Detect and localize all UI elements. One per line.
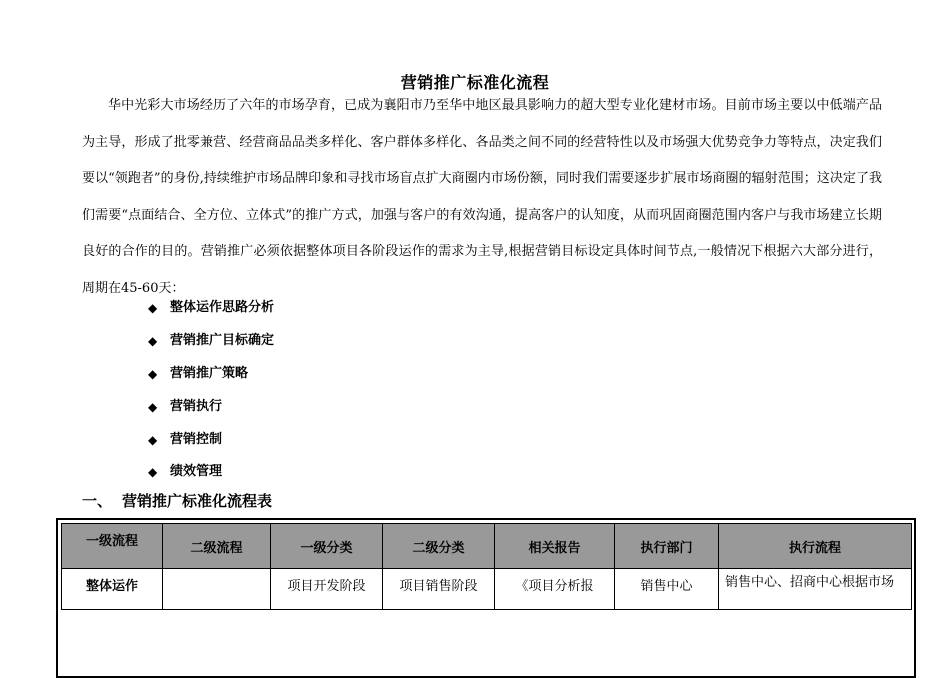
diamond-bullet-icon: ◆: [148, 399, 158, 414]
diamond-bullet-icon: ◆: [148, 366, 158, 381]
column-header: 二级流程: [163, 524, 271, 569]
list-item: ◆ 营销推广目标确定: [148, 325, 274, 358]
table-row: [62, 569, 912, 610]
table-cell: 销售中心、招商中心根据市场: [719, 569, 912, 610]
diamond-bullet-icon: ◆: [148, 334, 158, 349]
phase-list: [148, 292, 274, 489]
table-cell: 销售中心: [615, 569, 719, 610]
process-table: [61, 523, 912, 610]
document-title: 营销推广标准化流程: [400, 73, 550, 92]
column-header: 二级分类: [383, 524, 495, 569]
section-number: 一、: [82, 492, 113, 510]
intro-paragraph: 华中光彩大市场经历了六年的市场孕育，已成为襄阳市乃至华中地区最具影响力的超大型专业化建材市场。目前市场主要以中低端产品为主导，形成了批零兼营、经营商品品类多样化、客户群体多样化、各品类之间不同的经营特性以及市场强大优势竞争力等特点，决定我们要以“领跑者”的身份,持续维护市场品牌印象和寻找市场盲点扩大商圈内市场份额，同时我们需要逐步扩展市场商圈的辐射范围；这决定了我们需要“点面结合、全方位、立体式”的推广方式，加强与客户的有效沟通，提高客户的认知度，从而巩固商圈范围内客户与我市场建立长期良好的合作的目的。营销推广必须依据整体项目各阶段运作的需求为主导,根据营销目标设定具体时间节点,一般情况下根据六大部分进行，周期在45-60天：: [82, 98, 882, 296]
table-cell: 《项目分析报: [495, 569, 615, 610]
column-header: 执行部门: [615, 524, 719, 569]
section-title: 营销推广标准化流程表: [122, 492, 273, 510]
list-item: ◆ 营销推广策略: [148, 358, 274, 391]
diamond-bullet-icon: ◆: [148, 301, 158, 316]
list-item: ◆ 营销执行: [148, 390, 274, 423]
table-cell: 项目开发阶段: [271, 569, 383, 610]
table-cell: [163, 569, 271, 610]
list-item: ◆ 营销控制: [148, 423, 274, 456]
list-item: ◆ 整体运作思路分析: [148, 292, 274, 325]
column-header: 执行流程: [719, 524, 912, 569]
diamond-bullet-icon: ◆: [148, 465, 158, 480]
column-header: 一级分类: [271, 524, 383, 569]
table-cell: 项目销售阶段: [383, 569, 495, 610]
diamond-bullet-icon: ◆: [148, 432, 158, 447]
list-item: ◆ 绩效管理: [148, 456, 274, 489]
column-header: 相关报告: [495, 524, 615, 569]
section-heading: [82, 490, 272, 511]
process-table-frame: [56, 518, 916, 678]
column-header: 一级流程: [62, 524, 163, 569]
table-header-row: [62, 524, 912, 569]
table-cell: 整体运作: [62, 569, 163, 610]
